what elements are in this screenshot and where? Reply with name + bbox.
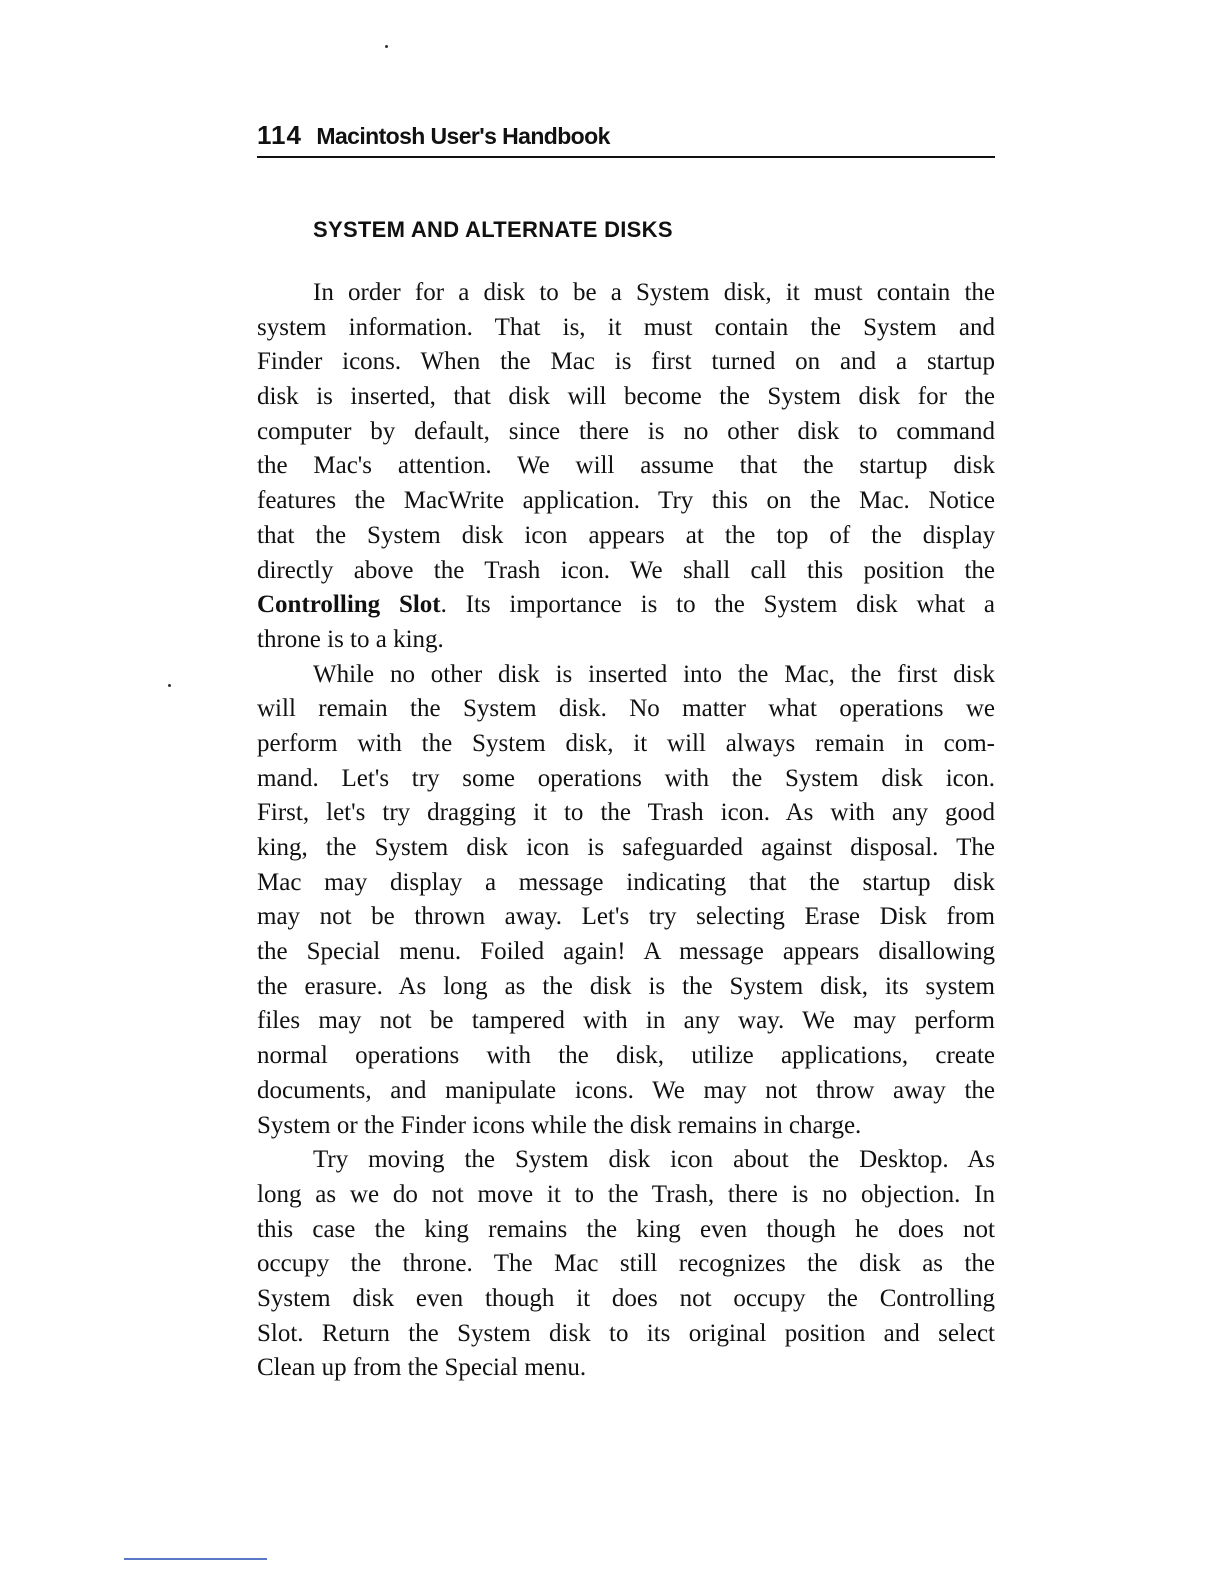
text-line: the Special menu. Foiled again! A message appears disallowing <box>257 938 995 966</box>
text-line: normal operations with the disk, utilize applications, create <box>257 1042 995 1070</box>
text-line: documents, and manipulate icons. We may not throw away the <box>257 1076 995 1104</box>
text-line: will remain the System disk. No matter what operations we <box>257 695 995 723</box>
text-line: occupy the throne. The Mac still recognizes the disk as the <box>257 1250 995 1278</box>
text-line: this case the king remains the king even though he does not <box>257 1215 995 1243</box>
section-heading: SYSTEM AND ALTERNATE DISKS <box>313 217 673 242</box>
scan-speck <box>385 45 388 48</box>
text-line-with-term <box>257 588 995 623</box>
text-line: Slot. Return the System disk to its original position and select <box>257 1319 995 1347</box>
scan-speck <box>168 684 171 687</box>
text-line: computer by default, since there is no other disk to command <box>257 417 995 445</box>
text-line: directly above the Trash icon. We shall call this position the <box>257 556 995 584</box>
text-line: long as we do not move it to the Trash, there is no objection. In <box>257 1180 995 1208</box>
text-line: features the MacWrite application. Try this on the Mac. Notice <box>257 487 995 515</box>
text-line: system information. That is, it must contain the System and <box>257 313 995 341</box>
text-line: throne is to a king. <box>257 625 444 653</box>
body-text <box>257 276 995 1386</box>
text-line: While no other disk is inserted into the Mac, the first disk <box>313 660 995 688</box>
text-line: the erasure. As long as the disk is the System disk, its system <box>257 972 995 1000</box>
text-line: Clean up from the Special menu. <box>257 1354 587 1382</box>
paragraph-3 <box>257 1143 995 1386</box>
text-line: mand. Let's try some operations with the System disk icon. <box>257 764 995 792</box>
paragraph-1 <box>257 276 995 658</box>
book-title: Macintosh User's Handbook <box>316 123 610 149</box>
text-line: Finder icons. When the Mac is first turned on and a startup <box>257 348 995 376</box>
text-line: that the System disk icon appears at the top of the display <box>257 521 995 549</box>
text-line: In order for a disk to be a System disk, it must contain the <box>313 279 995 306</box>
text-line: king, the System disk icon is safeguarded against disposal. The <box>257 834 995 861</box>
text-line: may not be thrown away. Let's try selecting Erase Disk from <box>257 903 995 931</box>
text-fragment: . Its importance is to the System disk what a <box>440 591 995 619</box>
text-line: disk is inserted, that disk will become the System disk for the <box>257 383 995 411</box>
running-header <box>257 120 995 158</box>
text-line: the Mac's attention. We will assume that the startup disk <box>257 452 995 480</box>
paragraph-2 <box>257 658 995 1144</box>
text-line: Mac may display a message indicating that the startup disk <box>257 868 995 896</box>
text-line: perform with the System disk, it will always remain in com- <box>257 729 995 757</box>
bold-term-controlling-slot: Controlling Slot <box>257 591 441 619</box>
text-line: Try moving the System disk icon about the Desktop. As <box>313 1146 995 1174</box>
footer-rule <box>124 1558 267 1560</box>
text-line: files may not be tampered with in any way. We may perform <box>257 1007 995 1035</box>
page-number: 114 <box>257 120 302 150</box>
text-line: System or the Finder icons while the disk remains in charge. <box>257 1111 862 1139</box>
text-line: First, let's try dragging it to the Trash icon. As with any good <box>257 799 995 827</box>
text-line: System disk even though it does not occupy the Controlling <box>257 1284 995 1312</box>
